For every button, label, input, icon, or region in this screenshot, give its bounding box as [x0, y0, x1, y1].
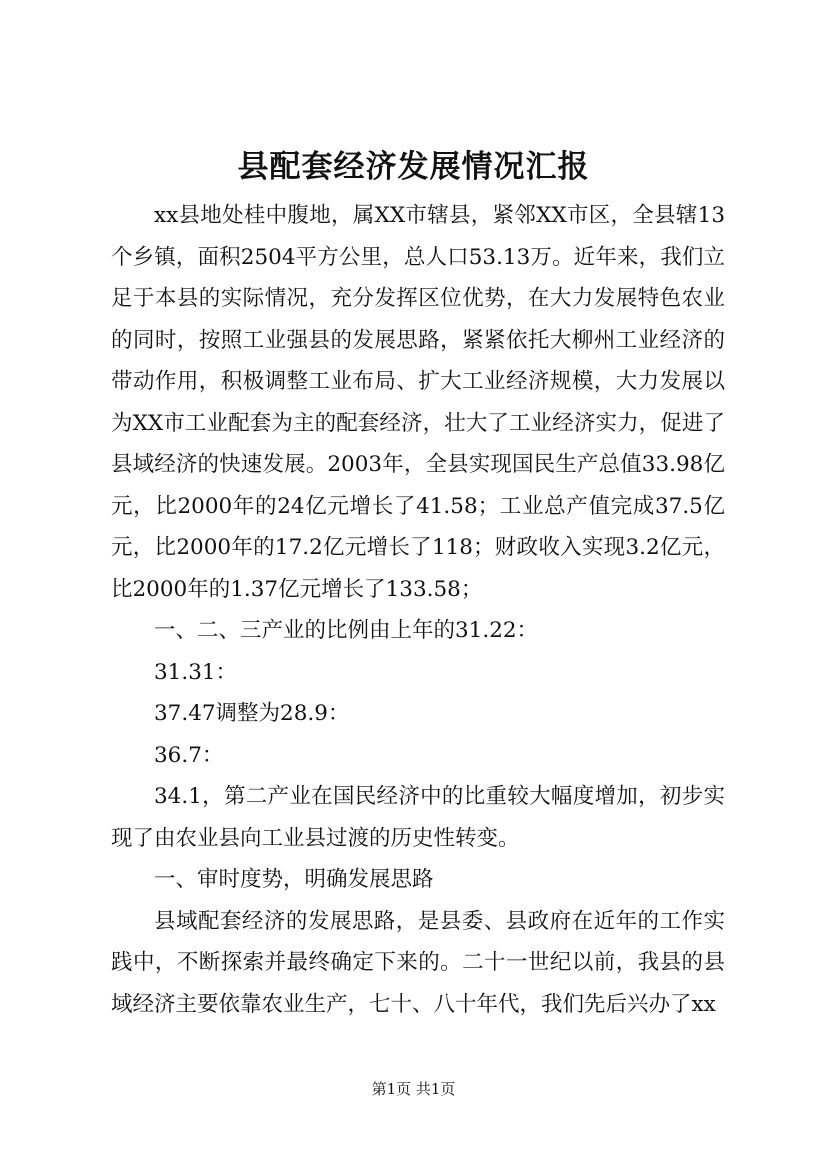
paragraph-ratio-2: 31.31：: [154, 659, 238, 685]
document-body: [111, 195, 725, 1025]
paragraph-transition: 34.1，第二产业在国民经济中的比重较大幅度增加，初步实现了由农业县向工业县过渡的历史性转变。: [111, 784, 725, 851]
paragraph-ratio-3: 37.47调整为28.9：: [154, 701, 350, 726]
page-number-footer: 第1页 共1页: [371, 1080, 456, 1098]
paragraph-ratio-4: 36.7：: [154, 742, 224, 768]
paragraph-ratio-start: 一、二、三产业的比例由上年的31.22：: [154, 618, 539, 643]
section-heading: 一、审时度势，明确发展思路: [154, 867, 434, 892]
paragraph-development-approach: 县域配套经济的发展思路，是县委、县政府在近年的工作实践中，不断探索并最终确定下来的。二十一世纪以前，我县的县域经济主要依靠农业生产，七十、八十年代，我们先后兴办了xx: [111, 908, 725, 1017]
paragraph-intro: xx县地处桂中腹地，属XX市辖县，紧邻XX市区，全县辖13个乡镇，面积2504平方公里，总人口53.13万。近年来，我们立足于本县的实际情况，充分发挥区位优势，在大力发展特色农业的同时，按照工业强县的发展思路，紧紧依托大柳州工业经济的带动作用，积极调整工业布局、扩大工业经济规模，大力发展以为XX市工业配套为主的配套经济，壮大了工业经济实力，促进了县域经济的快速发展。2003年，全县实现国民生产总值33.98亿元，比2000年的24亿元增长了41.58；工业总产值完成37.5亿元，比2000年的17.2亿元增长了118；财政收入实现3.2亿元，比2000年的1.37亿元增长了133.58；: [111, 203, 725, 602]
document-title: 县配套经济发展情况汇报: [237, 149, 590, 185]
